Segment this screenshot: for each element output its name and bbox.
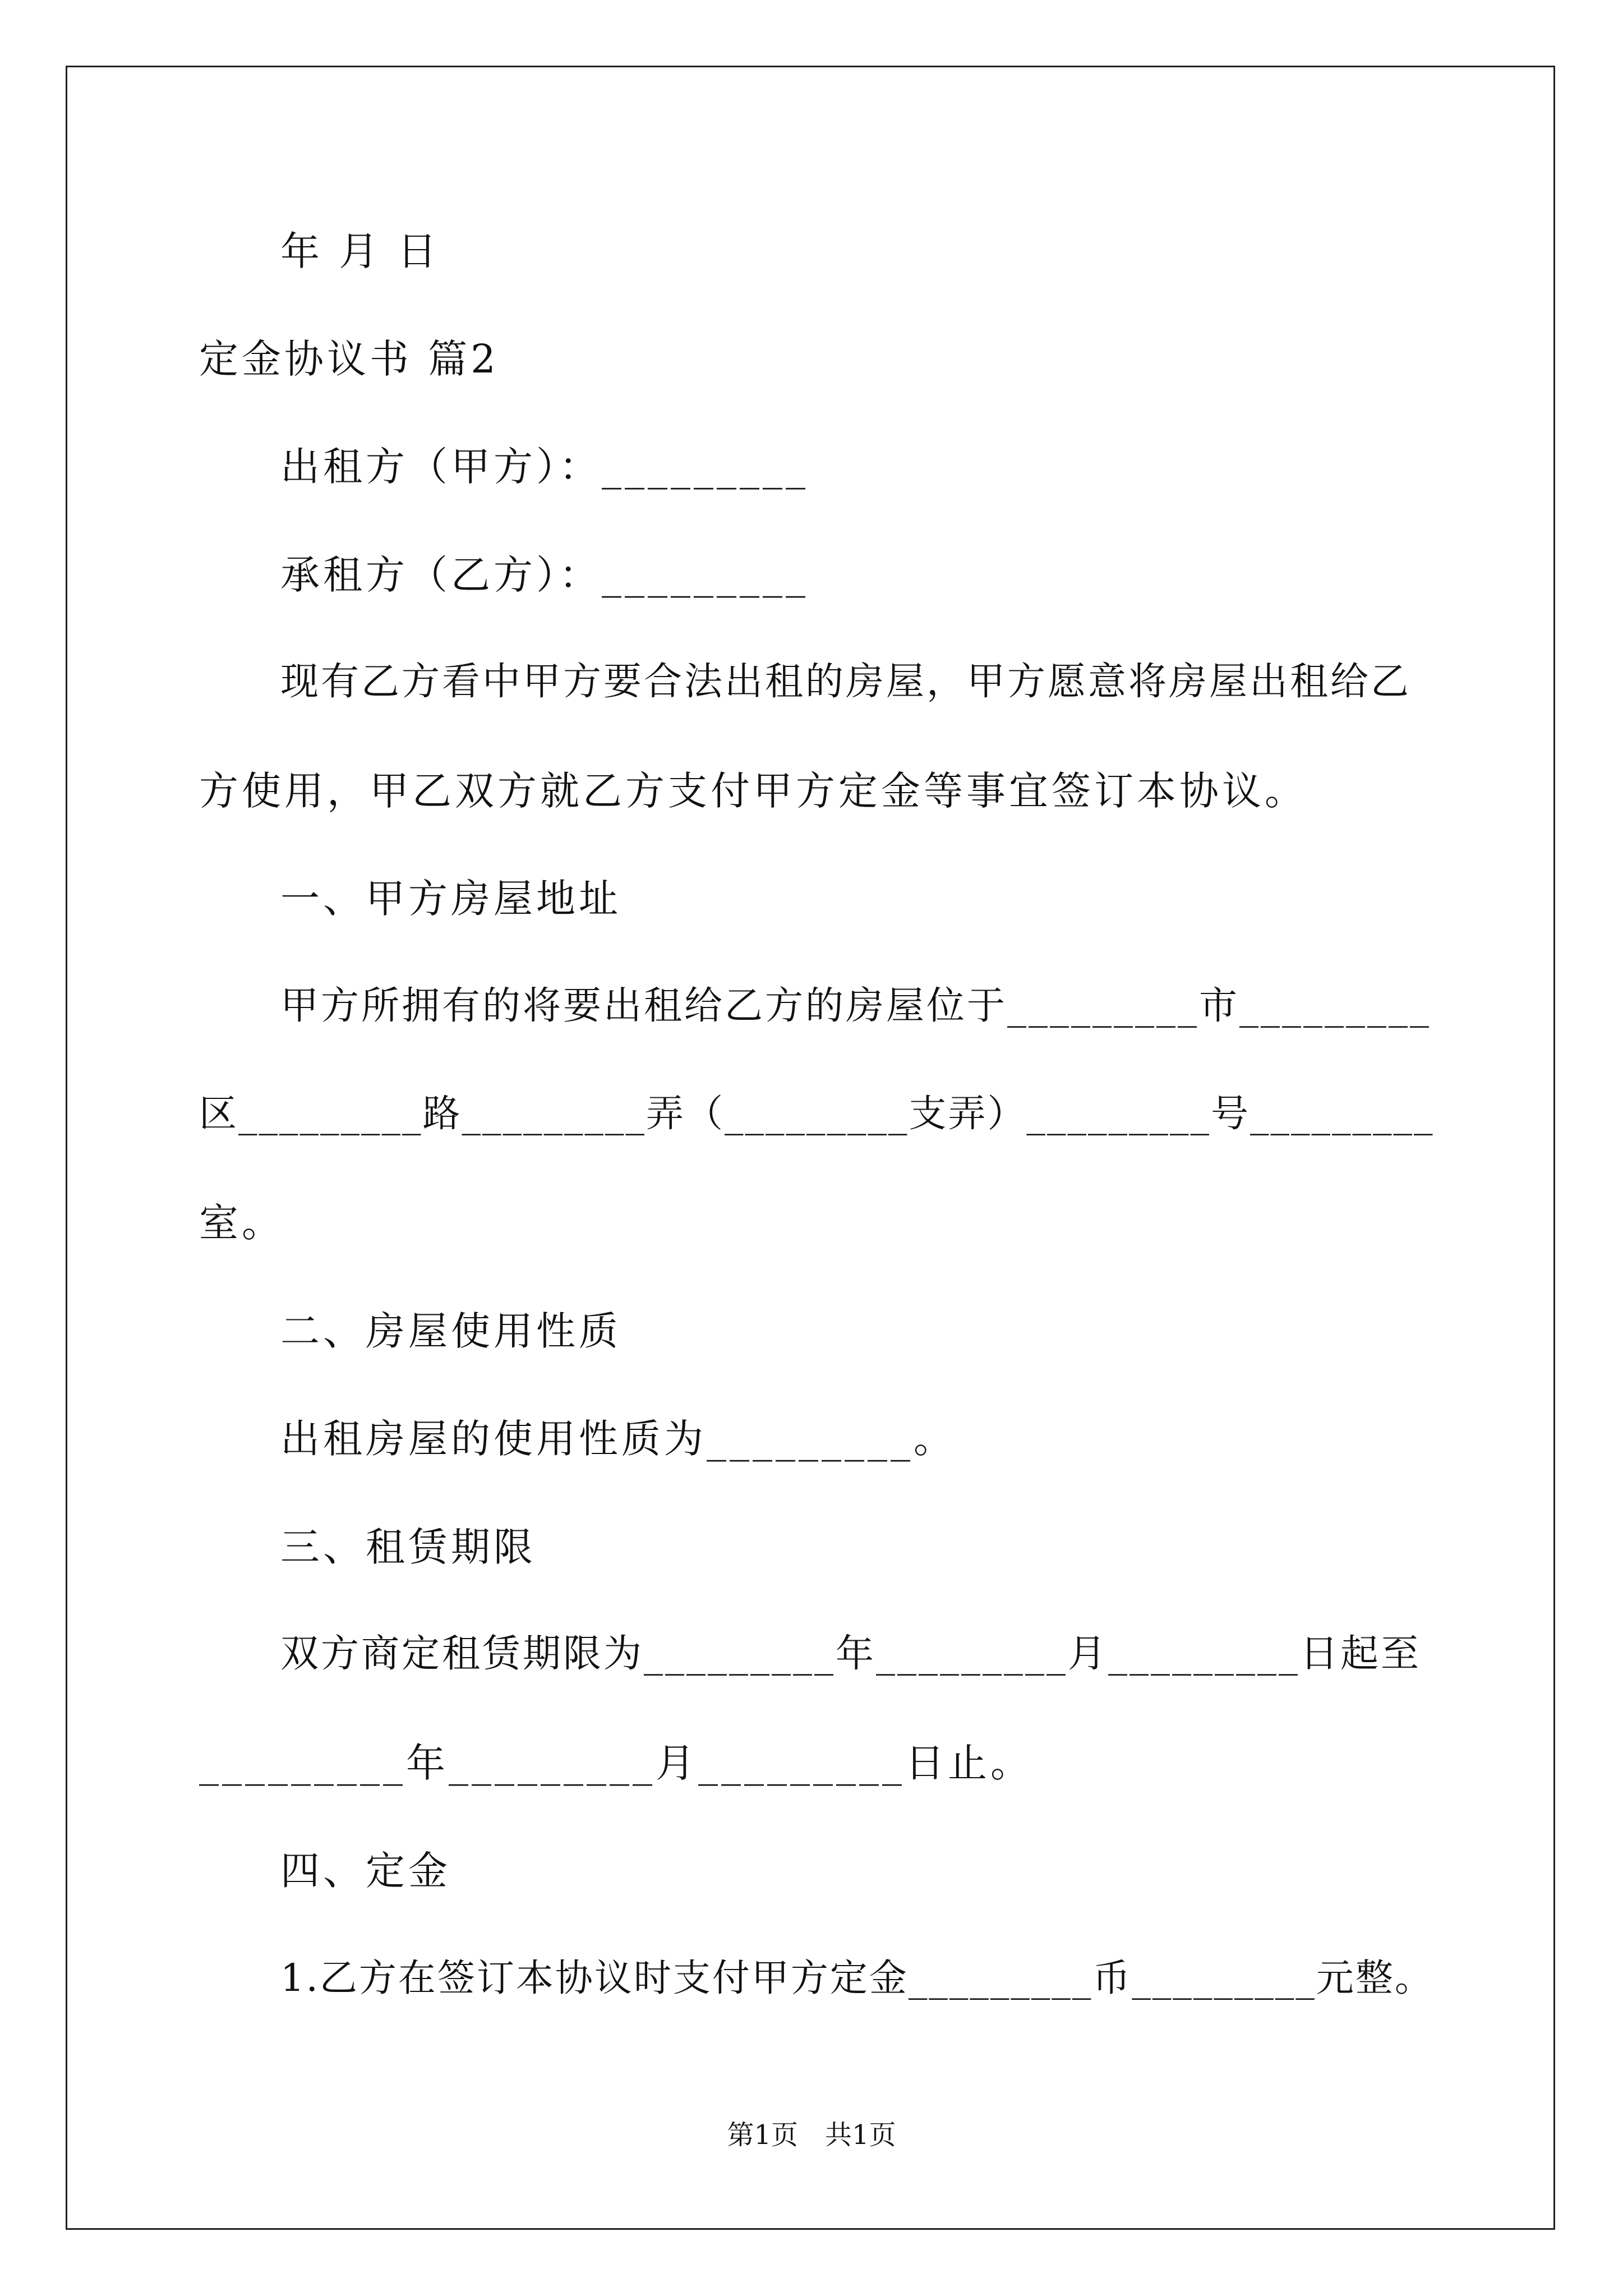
lessee-line: 承租方（乙方）：_________ [280,552,809,598]
lease-term-line-2: _________年_________月_________日止。 [199,1740,1033,1786]
lessor-line: 出租方（甲方）：_________ [280,444,809,490]
lease-term-line-1: 双方商定租赁期限为_________年_________月_________日起至 [280,1632,1422,1676]
date-line: 年 月 日 [280,228,440,274]
usage-nature-line: 出租房屋的使用性质为_________。 [280,1416,956,1462]
address-line-1: 甲方所拥有的将要出租给乙方的房屋位于_________市_________ [280,984,1432,1028]
paragraph-intro-line-1: 现有乙方看中甲方要合法出租的房屋，甲方愿意将房屋出租给乙 [280,660,1412,704]
heading-deposit: 四、定金 [280,1848,451,1894]
page-border [66,66,1555,2230]
section-title: 定金协议书 篇2 [199,336,499,382]
deposit-line-1: 1.乙方在签订本协议时支付甲方定金_________币_________元整。 [280,1956,1434,2000]
address-line-2: 区_________路_________弄（_________支弄）_________号_________ [199,1092,1435,1135]
heading-lease-term: 三、租赁期限 [280,1524,536,1570]
paragraph-intro-line-2: 方使用，甲乙双方就乙方支付甲方定金等事宜签订本协议。 [199,768,1307,814]
heading-usage-nature: 二、房屋使用性质 [280,1308,621,1354]
address-line-3: 室。 [199,1200,284,1246]
page-footer: 第1页 共1页 [727,2119,896,2151]
heading-house-address: 一、甲方房屋地址 [280,876,621,922]
